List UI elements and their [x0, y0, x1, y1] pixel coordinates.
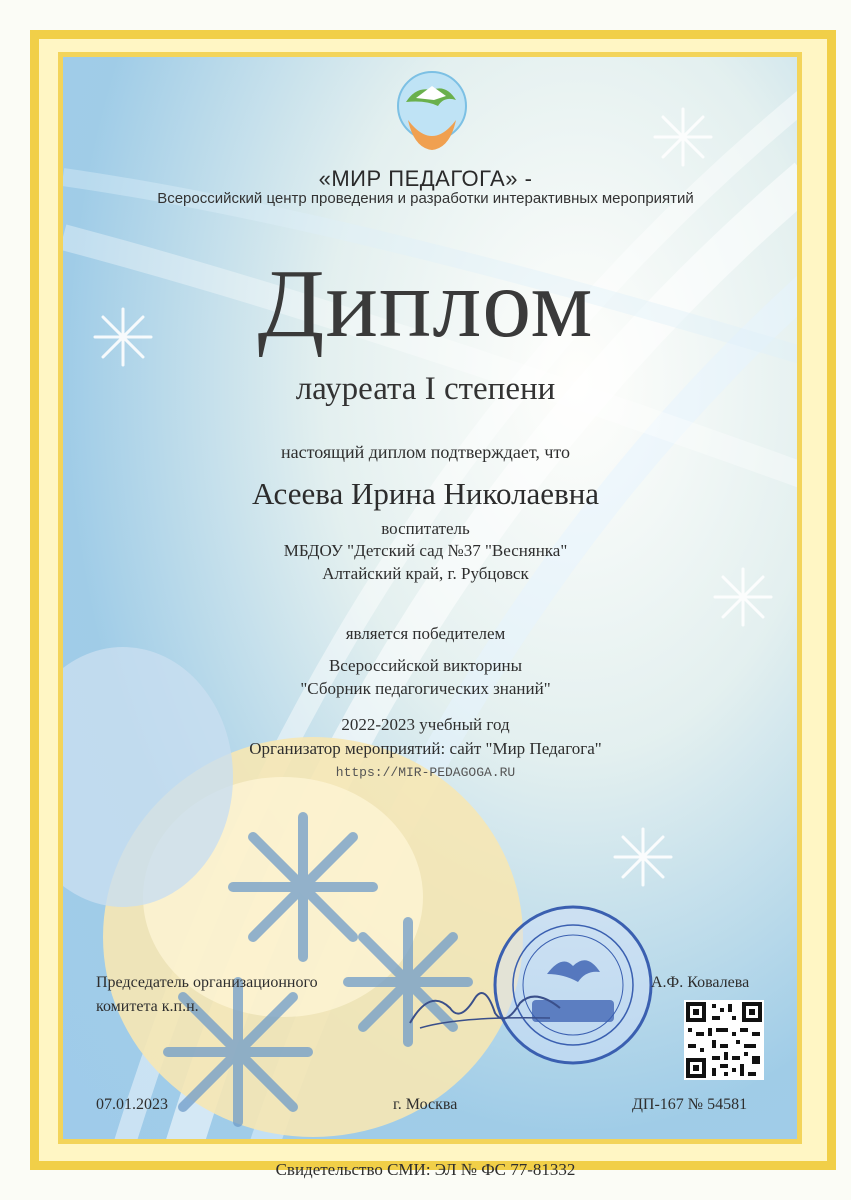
globe-dove-hands-logo-icon [386, 66, 478, 158]
website-link[interactable]: https://MIR-PEDAGOGA.RU [335, 765, 516, 780]
diploma-title: Диплом [257, 250, 594, 358]
qr-code[interactable] [684, 1000, 764, 1080]
organization-description: Всероссийский центр проведения и разработки интерактивных мероприятий [157, 190, 694, 207]
chair-title-line2: комитета к.п.н. [96, 998, 199, 1015]
organization-name: «МИР ПЕДАГОГА» - [318, 166, 533, 191]
chair-title-line1: Председатель организационного [96, 974, 318, 991]
recipient-institution: МБДОУ "Детский сад №37 "Веснянка" [283, 541, 568, 560]
confirm-text: настоящий диплом подтверждает, что [280, 442, 571, 462]
media-certificate: Свидетельство СМИ: ЭЛ № ФС 77-81332 [275, 1160, 576, 1179]
diploma-subtitle: лауреата I степени [295, 371, 556, 407]
recipient-region: Алтайский край, г. Рубцовск [322, 564, 529, 583]
issue-date: 07.01.2023 [96, 1096, 168, 1113]
contest-type: Всероссийской викторины [328, 656, 523, 675]
issue-city: г. Москва [393, 1096, 458, 1113]
signature-scribble [400, 978, 570, 1038]
award-status: является победителем [345, 624, 506, 643]
contest-name: "Сборник педагогических знаний" [300, 679, 551, 698]
document-number: ДП-167 № 54581 [632, 1096, 748, 1113]
academic-year: 2022-2023 учебный год [341, 715, 510, 734]
organizer-text: Организатор мероприятий: сайт "Мир Педагога" [249, 739, 602, 758]
signer-name: А.Ф. Ковалева [651, 974, 750, 991]
recipient-position: воспитатель [381, 519, 470, 538]
recipient-name: Асеева Ирина Николаевна [251, 476, 600, 511]
